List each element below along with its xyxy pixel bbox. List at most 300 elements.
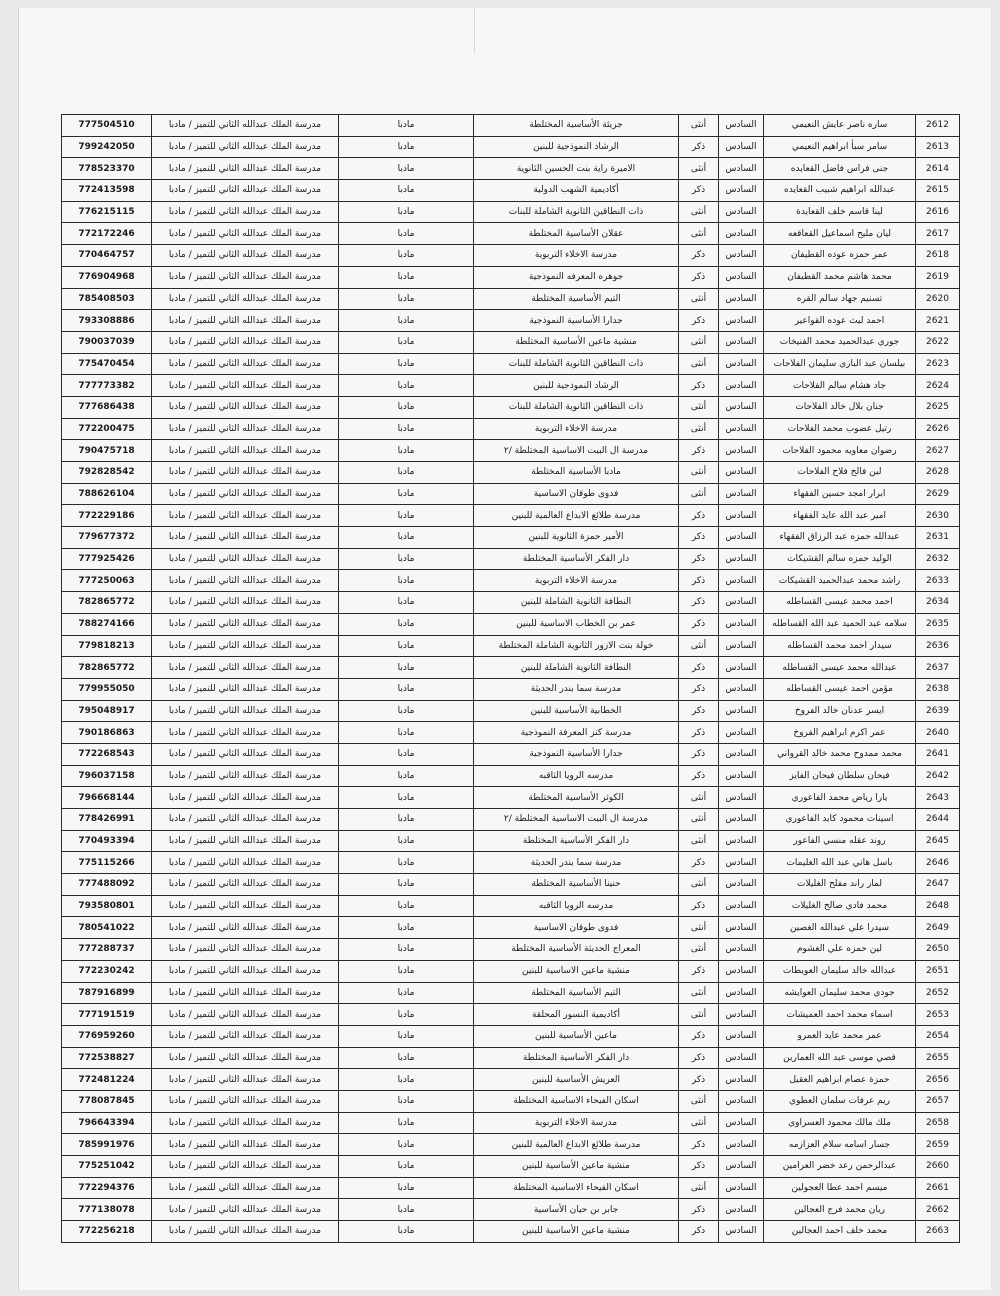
student-name-cell: جوري عبدالحميد محمد الفنيخات bbox=[764, 331, 916, 353]
phone-cell: 776904968 bbox=[62, 266, 152, 288]
phone-cell: 777925426 bbox=[62, 548, 152, 570]
exam-center-cell: مدرسة الملك عبدالله الثاني للتميز / مادبا bbox=[152, 787, 339, 809]
gender-cell: أنثى bbox=[679, 917, 719, 939]
gender-cell: ذكر bbox=[679, 1221, 719, 1243]
exam-center-cell: مدرسة الملك عبدالله الثاني للتميز / مادبا bbox=[152, 548, 339, 570]
student-name-cell: جسار اسامه سلام العزازمه bbox=[764, 1134, 916, 1156]
city-cell: مادبا bbox=[339, 939, 474, 961]
exam-center-cell: مدرسة الملك عبدالله الثاني للتميز / مادبا bbox=[152, 483, 339, 505]
table-row bbox=[62, 635, 960, 657]
exam-center-cell: مدرسة الملك عبدالله الثاني للتميز / مادبا bbox=[152, 657, 339, 679]
table-row bbox=[62, 1004, 960, 1026]
student-name-cell: لمار راند مفلح الغليلات bbox=[764, 874, 916, 896]
city-cell: مادبا bbox=[339, 1004, 474, 1026]
school-cell: اسكان الفيحاء الاساسية المختلطة bbox=[474, 1090, 679, 1112]
grade-cell: السادس bbox=[719, 1112, 764, 1134]
grade-cell: السادس bbox=[719, 722, 764, 744]
school-cell: عقلان الأساسية المختلطة bbox=[474, 223, 679, 245]
page-fold-line bbox=[474, 8, 475, 54]
table-row bbox=[62, 1199, 960, 1221]
table-row bbox=[62, 180, 960, 202]
city-cell: مادبا bbox=[339, 1047, 474, 1069]
table-row bbox=[62, 115, 960, 137]
table-row bbox=[62, 657, 960, 679]
table-row bbox=[62, 331, 960, 353]
phone-cell: 772294376 bbox=[62, 1177, 152, 1199]
school-cell: مدرسة ال البيت الاساسية المختلطة /٢ bbox=[474, 809, 679, 831]
grade-cell: السادس bbox=[719, 1177, 764, 1199]
serial-number-cell: 2633 bbox=[916, 570, 960, 592]
grade-cell: السادس bbox=[719, 505, 764, 527]
serial-number-cell: 2615 bbox=[916, 180, 960, 202]
city-cell: مادبا bbox=[339, 505, 474, 527]
table-row bbox=[62, 505, 960, 527]
serial-number-cell: 2655 bbox=[916, 1047, 960, 1069]
student-name-cell: لين فالح فلاح الفلاحات bbox=[764, 462, 916, 484]
gender-cell: أنثى bbox=[679, 635, 719, 657]
student-name-cell: احمد ليث عوده القواعير bbox=[764, 310, 916, 332]
serial-number-cell: 2653 bbox=[916, 1004, 960, 1026]
grade-cell: السادس bbox=[719, 700, 764, 722]
table-row bbox=[62, 1047, 960, 1069]
exam-center-cell: مدرسة الملك عبدالله الثاني للتميز / مادبا bbox=[152, 353, 339, 375]
serial-number-cell: 2622 bbox=[916, 331, 960, 353]
gender-cell: ذكر bbox=[679, 548, 719, 570]
gender-cell: أنثى bbox=[679, 331, 719, 353]
phone-cell: 779955050 bbox=[62, 678, 152, 700]
gender-cell: أنثى bbox=[679, 787, 719, 809]
phone-cell: 772268543 bbox=[62, 743, 152, 765]
table-row bbox=[62, 982, 960, 1004]
gender-cell: ذكر bbox=[679, 722, 719, 744]
student-name-cell: يارا رياض محمد الفاعوري bbox=[764, 787, 916, 809]
serial-number-cell: 2637 bbox=[916, 657, 960, 679]
student-name-cell: سيدرا علي عبدالله الغصين bbox=[764, 917, 916, 939]
student-name-cell: ساره ناصر عايش النعيمي bbox=[764, 115, 916, 137]
student-name-cell: ريم عرفات سلمان العطوي bbox=[764, 1090, 916, 1112]
city-cell: مادبا bbox=[339, 895, 474, 917]
table-row bbox=[62, 809, 960, 831]
school-cell: دار الفكر الأساسية المختلطة bbox=[474, 548, 679, 570]
phone-cell: 779818213 bbox=[62, 635, 152, 657]
grade-cell: السادس bbox=[719, 266, 764, 288]
phone-cell: 772172246 bbox=[62, 223, 152, 245]
city-cell: مادبا bbox=[339, 592, 474, 614]
phone-cell: 799242050 bbox=[62, 136, 152, 158]
serial-number-cell: 2658 bbox=[916, 1112, 960, 1134]
city-cell: مادبا bbox=[339, 917, 474, 939]
city-cell: مادبا bbox=[339, 765, 474, 787]
grade-cell: السادس bbox=[719, 592, 764, 614]
serial-number-cell: 2619 bbox=[916, 266, 960, 288]
student-name-cell: رضوان معاويه محمود الفلاحات bbox=[764, 440, 916, 462]
phone-cell: 772200475 bbox=[62, 418, 152, 440]
serial-number-cell: 2662 bbox=[916, 1199, 960, 1221]
city-cell: مادبا bbox=[339, 1069, 474, 1091]
grade-cell: السادس bbox=[719, 917, 764, 939]
grade-cell: السادس bbox=[719, 678, 764, 700]
city-cell: مادبا bbox=[339, 743, 474, 765]
serial-number-cell: 2618 bbox=[916, 245, 960, 267]
school-cell: خولة بنت الازور الثانوية الشاملة المختلطة bbox=[474, 635, 679, 657]
phone-cell: 782865772 bbox=[62, 657, 152, 679]
student-name-cell: جنى فراس فاضل القعايده bbox=[764, 158, 916, 180]
school-cell: الأمير حمزة الثانوية للبنين bbox=[474, 527, 679, 549]
serial-number-cell: 2638 bbox=[916, 678, 960, 700]
gender-cell: ذكر bbox=[679, 1134, 719, 1156]
city-cell: مادبا bbox=[339, 809, 474, 831]
school-cell: ذات النطاقين الثانوية الشاملة للبنات bbox=[474, 396, 679, 418]
exam-center-cell: مدرسة الملك عبدالله الثاني للتميز / مادبا bbox=[152, 830, 339, 852]
city-cell: مادبا bbox=[339, 180, 474, 202]
grade-cell: السادس bbox=[719, 982, 764, 1004]
grade-cell: السادس bbox=[719, 310, 764, 332]
serial-number-cell: 2634 bbox=[916, 592, 960, 614]
phone-cell: 770493394 bbox=[62, 830, 152, 852]
table-row bbox=[62, 917, 960, 939]
phone-cell: 777250063 bbox=[62, 570, 152, 592]
city-cell: مادبا bbox=[339, 462, 474, 484]
table-row bbox=[62, 765, 960, 787]
table-row bbox=[62, 570, 960, 592]
table-row bbox=[62, 223, 960, 245]
table-row bbox=[62, 787, 960, 809]
school-cell: اسكان الفيحاء الاساسية المختلطة bbox=[474, 1177, 679, 1199]
phone-cell: 776215115 bbox=[62, 201, 152, 223]
exam-center-cell: مدرسة الملك عبدالله الثاني للتميز / مادبا bbox=[152, 310, 339, 332]
serial-number-cell: 2616 bbox=[916, 201, 960, 223]
city-cell: مادبا bbox=[339, 353, 474, 375]
city-cell: مادبا bbox=[339, 1177, 474, 1199]
serial-number-cell: 2663 bbox=[916, 1221, 960, 1243]
phone-cell: 778523370 bbox=[62, 158, 152, 180]
exam-center-cell: مدرسة الملك عبدالله الثاني للتميز / مادبا bbox=[152, 592, 339, 614]
school-cell: ذات النطاقين الثانوية الشاملة للبنات bbox=[474, 201, 679, 223]
gender-cell: ذكر bbox=[679, 743, 719, 765]
gender-cell: أنثى bbox=[679, 1090, 719, 1112]
student-name-cell: محمد ممدوح محمد خالد القرواني bbox=[764, 743, 916, 765]
table-row bbox=[62, 440, 960, 462]
exam-center-cell: مدرسة الملك عبدالله الثاني للتميز / مادبا bbox=[152, 505, 339, 527]
grade-cell: السادس bbox=[719, 375, 764, 397]
school-cell: جدارا الأساسية النموذجية bbox=[474, 743, 679, 765]
city-cell: مادبا bbox=[339, 266, 474, 288]
school-cell: منشية ماعين الاساسية للبنين bbox=[474, 960, 679, 982]
gender-cell: ذكر bbox=[679, 505, 719, 527]
serial-number-cell: 2661 bbox=[916, 1177, 960, 1199]
gender-cell: ذكر bbox=[679, 375, 719, 397]
exam-center-cell: مدرسة الملك عبدالله الثاني للتميز / مادبا bbox=[152, 136, 339, 158]
grade-cell: السادس bbox=[719, 874, 764, 896]
student-name-cell: جنان بلال خالد الفلاحات bbox=[764, 396, 916, 418]
gender-cell: ذكر bbox=[679, 1025, 719, 1047]
serial-number-cell: 2652 bbox=[916, 982, 960, 1004]
table-row bbox=[62, 852, 960, 874]
student-name-cell: الوليد حمزه سالم القشيكات bbox=[764, 548, 916, 570]
gender-cell: ذكر bbox=[679, 1156, 719, 1178]
city-cell: مادبا bbox=[339, 1221, 474, 1243]
school-cell: التيم الأساسية المختلطة bbox=[474, 982, 679, 1004]
school-cell: الرشاد النموذجية للبنين bbox=[474, 136, 679, 158]
gender-cell: أنثى bbox=[679, 874, 719, 896]
phone-cell: 777288737 bbox=[62, 939, 152, 961]
exam-center-cell: مدرسة الملك عبدالله الثاني للتميز / مادبا bbox=[152, 1134, 339, 1156]
exam-center-cell: مدرسة الملك عبدالله الثاني للتميز / مادبا bbox=[152, 743, 339, 765]
school-cell: حنينا الأساسية المختلطة bbox=[474, 874, 679, 896]
grade-cell: السادس bbox=[719, 158, 764, 180]
gender-cell: أنثى bbox=[679, 982, 719, 1004]
exam-center-cell: مدرسة الملك عبدالله الثاني للتميز / مادبا bbox=[152, 570, 339, 592]
school-cell: مدرسة سما بندر الحديثة bbox=[474, 852, 679, 874]
phone-cell: 782865772 bbox=[62, 592, 152, 614]
school-cell: النطافة الثانوية الشاملة للبنين bbox=[474, 657, 679, 679]
student-name-cell: ايسر عدنان خالد الفروخ bbox=[764, 700, 916, 722]
exam-center-cell: مدرسة الملك عبدالله الثاني للتميز / مادبا bbox=[152, 1004, 339, 1026]
phone-cell: 772230242 bbox=[62, 960, 152, 982]
phone-cell: 790037039 bbox=[62, 331, 152, 353]
table-row bbox=[62, 1221, 960, 1243]
gender-cell: ذكر bbox=[679, 592, 719, 614]
serial-number-cell: 2612 bbox=[916, 115, 960, 137]
phone-cell: 793308886 bbox=[62, 310, 152, 332]
grade-cell: السادس bbox=[719, 483, 764, 505]
serial-number-cell: 2651 bbox=[916, 960, 960, 982]
city-cell: مادبا bbox=[339, 288, 474, 310]
table-row bbox=[62, 418, 960, 440]
phone-cell: 792828542 bbox=[62, 462, 152, 484]
exam-center-cell: مدرسة الملك عبدالله الثاني للتميز / مادبا bbox=[152, 527, 339, 549]
exam-center-cell: مدرسة الملك عبدالله الثاني للتميز / مادبا bbox=[152, 180, 339, 202]
exam-center-cell: مدرسة الملك عبدالله الثاني للتميز / مادبا bbox=[152, 700, 339, 722]
city-cell: مادبا bbox=[339, 852, 474, 874]
table-row bbox=[62, 201, 960, 223]
grade-cell: السادس bbox=[719, 223, 764, 245]
gender-cell: أنثى bbox=[679, 939, 719, 961]
city-cell: مادبا bbox=[339, 613, 474, 635]
gender-cell: أنثى bbox=[679, 158, 719, 180]
school-cell: ماعين الأساسية للبنين bbox=[474, 1025, 679, 1047]
gender-cell: ذكر bbox=[679, 440, 719, 462]
city-cell: مادبا bbox=[339, 1112, 474, 1134]
phone-cell: 777504510 bbox=[62, 115, 152, 137]
gender-cell: أنثى bbox=[679, 483, 719, 505]
phone-cell: 788626104 bbox=[62, 483, 152, 505]
city-cell: مادبا bbox=[339, 1025, 474, 1047]
student-name-cell: مؤمن احمد عيسى القساطله bbox=[764, 678, 916, 700]
school-cell: مادبا الأساسية المختلطة bbox=[474, 462, 679, 484]
city-cell: مادبا bbox=[339, 1090, 474, 1112]
grade-cell: السادس bbox=[719, 1134, 764, 1156]
phone-cell: 785991976 bbox=[62, 1134, 152, 1156]
serial-number-cell: 2641 bbox=[916, 743, 960, 765]
serial-number-cell: 2626 bbox=[916, 418, 960, 440]
exam-center-cell: مدرسة الملك عبدالله الثاني للتميز / مادبا bbox=[152, 939, 339, 961]
grade-cell: السادس bbox=[719, 1156, 764, 1178]
serial-number-cell: 2646 bbox=[916, 852, 960, 874]
phone-cell: 775470454 bbox=[62, 353, 152, 375]
city-cell: مادبا bbox=[339, 830, 474, 852]
student-name-cell: حمزة عصام ابراهيم العقيل bbox=[764, 1069, 916, 1091]
exam-center-cell: مدرسة الملك عبدالله الثاني للتميز / مادبا bbox=[152, 895, 339, 917]
grade-cell: السادس bbox=[719, 939, 764, 961]
phone-cell: 788274166 bbox=[62, 613, 152, 635]
school-cell: مدرسة الاخلاء التربوية bbox=[474, 570, 679, 592]
exam-center-cell: مدرسة الملك عبدالله الثاني للتميز / مادبا bbox=[152, 1025, 339, 1047]
exam-center-cell: مدرسة الملك عبدالله الثاني للتميز / مادبا bbox=[152, 245, 339, 267]
grade-cell: السادس bbox=[719, 1004, 764, 1026]
serial-number-cell: 2656 bbox=[916, 1069, 960, 1091]
gender-cell: أنثى bbox=[679, 1004, 719, 1026]
exam-center-cell: مدرسة الملك عبدالله الثاني للتميز / مادبا bbox=[152, 1112, 339, 1134]
table-row bbox=[62, 1069, 960, 1091]
grade-cell: السادس bbox=[719, 1221, 764, 1243]
city-cell: مادبا bbox=[339, 223, 474, 245]
exam-center-cell: مدرسة الملك عبدالله الثاني للتميز / مادبا bbox=[152, 765, 339, 787]
student-name-cell: عمر محمد عايد العمرو bbox=[764, 1025, 916, 1047]
table-row bbox=[62, 743, 960, 765]
school-cell: منشية ماعين الأساسية للبنين bbox=[474, 1221, 679, 1243]
city-cell: مادبا bbox=[339, 700, 474, 722]
gender-cell: أنثى bbox=[679, 809, 719, 831]
city-cell: مادبا bbox=[339, 570, 474, 592]
serial-number-cell: 2621 bbox=[916, 310, 960, 332]
city-cell: مادبا bbox=[339, 1199, 474, 1221]
exam-center-cell: مدرسة الملك عبدالله الثاني للتميز / مادبا bbox=[152, 852, 339, 874]
table-row bbox=[62, 678, 960, 700]
phone-cell: 796668144 bbox=[62, 787, 152, 809]
grade-cell: السادس bbox=[719, 201, 764, 223]
phone-cell: 795048917 bbox=[62, 700, 152, 722]
gender-cell: ذكر bbox=[679, 960, 719, 982]
student-name-cell: محمد خلف احمد العجالين bbox=[764, 1221, 916, 1243]
city-cell: مادبا bbox=[339, 787, 474, 809]
phone-cell: 793580801 bbox=[62, 895, 152, 917]
gender-cell: ذكر bbox=[679, 657, 719, 679]
serial-number-cell: 2614 bbox=[916, 158, 960, 180]
phone-cell: 777191519 bbox=[62, 1004, 152, 1026]
grade-cell: السادس bbox=[719, 830, 764, 852]
table-row bbox=[62, 874, 960, 896]
school-cell: النطافة الثانوية الشاملة للبنين bbox=[474, 592, 679, 614]
gender-cell: أنثى bbox=[679, 353, 719, 375]
city-cell: مادبا bbox=[339, 960, 474, 982]
gender-cell: ذكر bbox=[679, 570, 719, 592]
serial-number-cell: 2627 bbox=[916, 440, 960, 462]
city-cell: مادبا bbox=[339, 331, 474, 353]
grade-cell: السادس bbox=[719, 1047, 764, 1069]
gender-cell: أنثى bbox=[679, 396, 719, 418]
serial-number-cell: 2620 bbox=[916, 288, 960, 310]
gender-cell: ذكر bbox=[679, 700, 719, 722]
city-cell: مادبا bbox=[339, 874, 474, 896]
table-row bbox=[62, 375, 960, 397]
exam-center-cell: مدرسة الملك عبدالله الثاني للتميز / مادبا bbox=[152, 874, 339, 896]
serial-number-cell: 2636 bbox=[916, 635, 960, 657]
city-cell: مادبا bbox=[339, 678, 474, 700]
serial-number-cell: 2657 bbox=[916, 1090, 960, 1112]
student-name-cell: رتيل عضوب محمد الفلاحات bbox=[764, 418, 916, 440]
grade-cell: السادس bbox=[719, 1069, 764, 1091]
serial-number-cell: 2642 bbox=[916, 765, 960, 787]
exam-center-cell: مدرسة الملك عبدالله الثاني للتميز / مادبا bbox=[152, 375, 339, 397]
gender-cell: ذكر bbox=[679, 613, 719, 635]
table-row bbox=[62, 830, 960, 852]
student-name-cell: تسنيم جهاد سالم القره bbox=[764, 288, 916, 310]
serial-number-cell: 2640 bbox=[916, 722, 960, 744]
school-cell: فدوى طوقان الاساسية bbox=[474, 917, 679, 939]
serial-number-cell: 2645 bbox=[916, 830, 960, 852]
gender-cell: ذكر bbox=[679, 527, 719, 549]
exam-center-cell: مدرسة الملك عبدالله الثاني للتميز / مادبا bbox=[152, 678, 339, 700]
table-row bbox=[62, 1134, 960, 1156]
grade-cell: السادس bbox=[719, 331, 764, 353]
school-cell: عمر بن الخطاب الاساسية للبنين bbox=[474, 613, 679, 635]
grade-cell: السادس bbox=[719, 245, 764, 267]
table-row bbox=[62, 700, 960, 722]
phone-cell: 772538827 bbox=[62, 1047, 152, 1069]
school-cell: مدرسة الاخلاء التربوية bbox=[474, 418, 679, 440]
phone-cell: 796643394 bbox=[62, 1112, 152, 1134]
grade-cell: السادس bbox=[719, 960, 764, 982]
student-name-cell: باسل هاني عبد الله الغليمات bbox=[764, 852, 916, 874]
exam-center-cell: مدرسة الملك عبدالله الثاني للتميز / مادبا bbox=[152, 201, 339, 223]
student-name-cell: عبدالله حمزه عبد الرزاق الفقهاء bbox=[764, 527, 916, 549]
exam-center-cell: مدرسة الملك عبدالله الثاني للتميز / مادبا bbox=[152, 1199, 339, 1221]
school-cell: الاميرة راية بنت الحسين الثانوية bbox=[474, 158, 679, 180]
student-name-cell: ابرار امجد حسين الفقهاء bbox=[764, 483, 916, 505]
grade-cell: السادس bbox=[719, 288, 764, 310]
phone-cell: 787916899 bbox=[62, 982, 152, 1004]
school-cell: جوهره المعرفه النموذجية bbox=[474, 266, 679, 288]
serial-number-cell: 2649 bbox=[916, 917, 960, 939]
phone-cell: 772413598 bbox=[62, 180, 152, 202]
city-cell: مادبا bbox=[339, 201, 474, 223]
serial-number-cell: 2629 bbox=[916, 483, 960, 505]
phone-cell: 775251042 bbox=[62, 1156, 152, 1178]
grade-cell: السادس bbox=[719, 570, 764, 592]
grade-cell: السادس bbox=[719, 743, 764, 765]
table-row bbox=[62, 548, 960, 570]
phone-cell: 796037158 bbox=[62, 765, 152, 787]
serial-number-cell: 2644 bbox=[916, 809, 960, 831]
school-cell: دار الفكر الأساسية المختلطة bbox=[474, 830, 679, 852]
grade-cell: السادس bbox=[719, 548, 764, 570]
grade-cell: السادس bbox=[719, 180, 764, 202]
student-name-cell: عمر اكرم ابراهيم الفروخ bbox=[764, 722, 916, 744]
serial-number-cell: 2659 bbox=[916, 1134, 960, 1156]
student-name-cell: فيحان سلطان فيحان الفايز bbox=[764, 765, 916, 787]
city-cell: مادبا bbox=[339, 440, 474, 462]
city-cell: مادبا bbox=[339, 136, 474, 158]
school-cell: جريئة الأساسية المختلطة bbox=[474, 115, 679, 137]
grade-cell: السادس bbox=[719, 809, 764, 831]
grade-cell: السادس bbox=[719, 765, 764, 787]
student-name-cell: عمر حمزه عوده القطيفان bbox=[764, 245, 916, 267]
phone-cell: 775115266 bbox=[62, 852, 152, 874]
city-cell: مادبا bbox=[339, 722, 474, 744]
exam-center-cell: مدرسة الملك عبدالله الثاني للتميز / مادبا bbox=[152, 613, 339, 635]
student-name-cell: اسينات محمود كايد الفاعوري bbox=[764, 809, 916, 831]
phone-cell: 778087845 bbox=[62, 1090, 152, 1112]
table-row bbox=[62, 462, 960, 484]
phone-cell: 785408503 bbox=[62, 288, 152, 310]
table-row bbox=[62, 1112, 960, 1134]
table-row bbox=[62, 353, 960, 375]
table-row bbox=[62, 288, 960, 310]
student-name-cell: راشد محمد عبدالحميد القشيكات bbox=[764, 570, 916, 592]
grade-cell: السادس bbox=[719, 613, 764, 635]
grade-cell: السادس bbox=[719, 787, 764, 809]
